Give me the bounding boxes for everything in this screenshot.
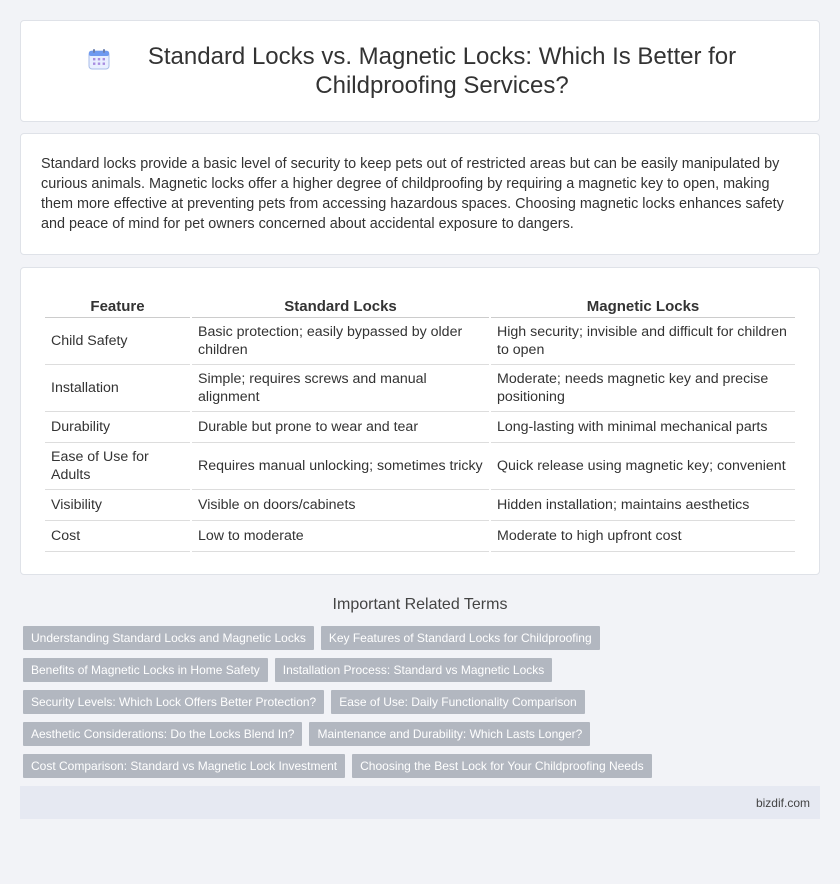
calendar-icon bbox=[88, 48, 110, 70]
table-row bbox=[45, 365, 795, 412]
comparison-table bbox=[43, 294, 797, 552]
related-term-tag[interactable]: Maintenance and Durability: Which Lasts Longer? bbox=[309, 722, 590, 746]
row-feature: Visibility bbox=[45, 490, 190, 521]
table-row bbox=[45, 443, 795, 490]
row-feature: Durability bbox=[45, 412, 190, 443]
row-feature: Child Safety bbox=[45, 318, 190, 365]
footer bbox=[20, 786, 820, 819]
table-row bbox=[45, 318, 795, 365]
related-terms-list bbox=[23, 626, 817, 778]
row-magnetic: Hidden installation; maintains aesthetics bbox=[491, 490, 795, 521]
row-standard: Requires manual unlocking; sometimes tricky bbox=[192, 443, 489, 490]
header-magnetic-locks: Magnetic Locks bbox=[491, 294, 795, 318]
table-row bbox=[45, 521, 795, 552]
row-magnetic: High security; invisible and difficult for children to open bbox=[491, 318, 795, 365]
related-term-tag[interactable]: Ease of Use: Daily Functionality Comparison bbox=[331, 690, 584, 714]
intro-text: Standard locks provide a basic level of security to keep pets out of restricted areas but can be easily manipulated by curious animals. Magnetic locks offer a higher degree of childproofing by requiring a magnetic key to open, making them more effective at preventing pets from accessing hazardous spaces. Choosing magnetic locks enhances safety and peace of mind for pet owners concerned about accidental exposure to dangers. bbox=[41, 156, 784, 232]
related-terms-title: Important Related Terms bbox=[332, 596, 508, 613]
row-feature: Ease of Use for Adults bbox=[45, 443, 190, 490]
comparison-card bbox=[20, 267, 820, 575]
row-magnetic: Moderate; needs magnetic key and precise positioning bbox=[491, 365, 795, 412]
row-standard: Low to moderate bbox=[192, 521, 489, 552]
header-standard-locks: Standard Locks bbox=[192, 294, 489, 318]
related-term-tag[interactable]: Understanding Standard Locks and Magnetic Locks bbox=[23, 626, 314, 650]
row-standard: Visible on doors/cabinets bbox=[192, 490, 489, 521]
header bbox=[88, 42, 752, 100]
table-header-row bbox=[45, 294, 795, 318]
table-row bbox=[45, 412, 795, 443]
related-term-tag[interactable]: Installation Process: Standard vs Magnetic Locks bbox=[275, 658, 552, 682]
related-term-tag[interactable]: Key Features of Standard Locks for Childproofing bbox=[321, 626, 600, 650]
row-feature: Installation bbox=[45, 365, 190, 412]
related-term-tag[interactable]: Cost Comparison: Standard vs Magnetic Lock Investment bbox=[23, 754, 345, 778]
row-magnetic: Moderate to high upfront cost bbox=[491, 521, 795, 552]
header-feature: Feature bbox=[45, 294, 190, 318]
row-standard: Simple; requires screws and manual alignment bbox=[192, 365, 489, 412]
page-title: Standard Locks vs. Magnetic Locks: Which Is Better for Childproofing Services? bbox=[147, 43, 737, 99]
intro-card bbox=[20, 133, 820, 255]
row-standard: Basic protection; easily bypassed by older children bbox=[192, 318, 489, 365]
table-row bbox=[45, 490, 795, 521]
related-term-tag[interactable]: Benefits of Magnetic Locks in Home Safety bbox=[23, 658, 268, 682]
footer-site-link[interactable]: bizdif.com bbox=[755, 795, 810, 810]
row-standard: Durable but prone to wear and tear bbox=[192, 412, 489, 443]
related-term-tag[interactable]: Aesthetic Considerations: Do the Locks Blend In? bbox=[23, 722, 302, 746]
row-magnetic: Quick release using magnetic key; convenient bbox=[491, 443, 795, 490]
row-magnetic: Long-lasting with minimal mechanical parts bbox=[491, 412, 795, 443]
header-card bbox=[20, 20, 820, 122]
row-feature: Cost bbox=[45, 521, 190, 552]
related-term-tag[interactable]: Security Levels: Which Lock Offers Better Protection? bbox=[23, 690, 324, 714]
related-term-tag[interactable]: Choosing the Best Lock for Your Childproofing Needs bbox=[352, 754, 652, 778]
